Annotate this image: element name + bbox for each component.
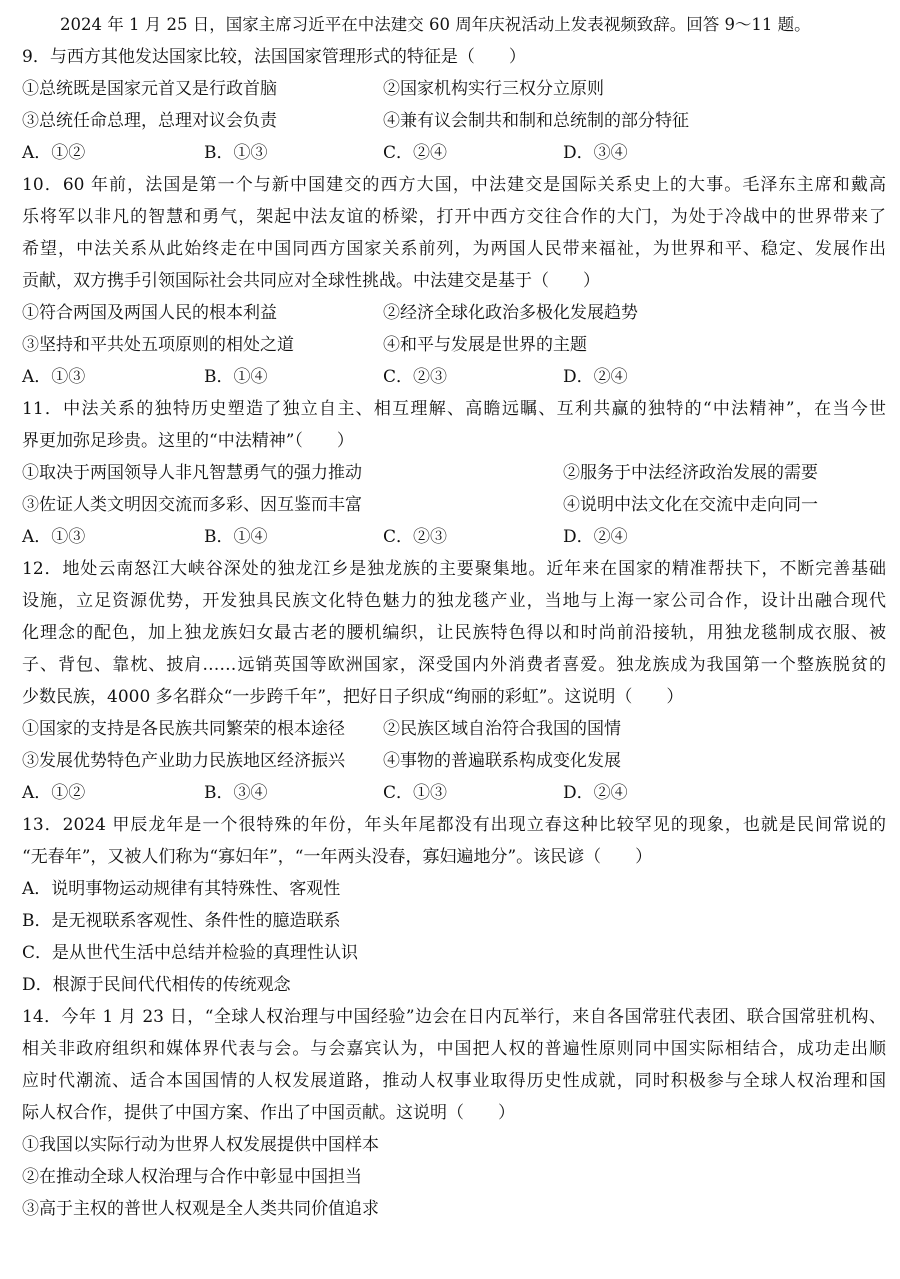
q12-line-5: 少数民族，4000 多名群众“一步跨千年”，把好日子织成“绚丽的彩虹”。这说明（ ） bbox=[22, 687, 684, 707]
q9-option-2: ②国家机构实行三权分立原则 bbox=[383, 79, 604, 99]
q12-choice-c: C．①③ bbox=[383, 783, 448, 803]
q13-choice-d: D．根源于民间代代相传的传统观念 bbox=[22, 975, 291, 995]
q11-option-4: ④说明中法文化在交流中走向同一 bbox=[563, 495, 818, 515]
q9-option-3: ③总统任命总理，总理对议会负责 bbox=[22, 111, 277, 131]
q13-line-1: 13．2024 甲辰龙年是一个很特殊的年份，年头年尾都没有出现立春这种比较罕见的现象，也就是民间常说的 bbox=[22, 815, 886, 835]
q13-line-2: “无春年”，又被人们称为“寡妇年”，“一年两头没春，寡妇遍地分”。该民谚（ ） bbox=[22, 847, 653, 867]
q11-option-3: ③佐证人类文明因交流而多彩、因互鉴而丰富 bbox=[22, 495, 362, 515]
q11-option-2: ②服务于中法经济政治发展的需要 bbox=[563, 463, 818, 483]
q10-choice-b: B．①④ bbox=[204, 367, 268, 387]
q9-choice-b: B．①③ bbox=[204, 143, 268, 163]
q10-choice-d: D．②④ bbox=[563, 367, 628, 387]
q10-choice-c: C．②③ bbox=[383, 367, 448, 387]
q13-choice-a: A．说明事物运动规律有其特殊性、客观性 bbox=[22, 879, 341, 899]
q9-option-1: ①总统既是国家元首又是行政首脑 bbox=[22, 79, 277, 99]
q12-line-3: 化理念的配色，加上独龙族妇女最古老的腰机编织，让民族特色得以和时尚前沿接轨，用独龙毯制成衣服、被 bbox=[22, 623, 886, 643]
q14-option-2: ②在推动全球人权治理与合作中彰显中国担当 bbox=[22, 1167, 362, 1187]
q14-line-1: 14．今年 1 月 23 日，“全球人权治理与中国经验”边会在日内瓦举行，来自各国常驻代表团、联合国常驻机构、 bbox=[22, 1007, 886, 1027]
intro-text: 2024 年 1 月 25 日，国家主席习近平在中法建交 60 周年庆祝活动上发表视频致辞。回答 9～11 题。 bbox=[60, 15, 811, 34]
q12-line-4: 子、背包、靠枕、披肩……远销英国等欧洲国家，深受国内外消费者喜爱。独龙族成为我国第一个整族脱贫的 bbox=[22, 655, 886, 675]
q11-line-1: 11．中法关系的独特历史塑造了独立自主、相互理解、高瞻远瞩、互利共赢的独特的“中法精神”，在当今世 bbox=[22, 399, 886, 419]
q11-option-1: ①取决于两国领导人非凡智慧勇气的强力推动 bbox=[22, 463, 362, 483]
q10-line-3: 希望，中法关系从此始终走在中国同西方国家关系前列，为两国人民带来福祉，为世界和平、稳定、发展作出 bbox=[22, 239, 886, 259]
q14-line-2: 相关非政府组织和媒体界代表与会。与会嘉宾认为，中国把人权的普遍性原则同中国实际相结合，成功走出顺 bbox=[22, 1039, 886, 1059]
q12-option-4: ④事物的普遍联系构成变化发展 bbox=[383, 751, 621, 771]
q10-choice-a: A．①③ bbox=[22, 367, 86, 387]
q10-option-1: ①符合两国及两国人民的根本利益 bbox=[22, 303, 277, 323]
q11-line-2: 界更加弥足珍贵。这里的“中法精神”（ ） bbox=[22, 431, 354, 451]
q9-option-4: ④兼有议会制共和制和总统制的部分特征 bbox=[383, 111, 689, 131]
q9-stem: 9．与西方其他发达国家比较，法国国家管理形式的特征是（ ） bbox=[22, 47, 526, 67]
q13-choice-b: B．是无视联系客观性、条件性的臆造联系 bbox=[22, 911, 341, 931]
q10-option-2: ②经济全球化政治多极化发展趋势 bbox=[383, 303, 638, 323]
q12-choice-a: A．①② bbox=[22, 783, 86, 803]
q9-choice-c: C．②④ bbox=[383, 143, 448, 163]
q10-line-2: 乐将军以非凡的智慧和勇气，架起中法友谊的桥梁，打开中西方交往合作的大门，为处于冷战中的世界带来了 bbox=[22, 207, 886, 227]
q12-line-1: 12．地处云南怒江大峡谷深处的独龙江乡是独龙族的主要聚集地。近年来在国家的精准帮扶下，不断完善基础 bbox=[22, 559, 886, 579]
q10-line-4: 贡献，双方携手引领国际社会共同应对全球性挑战。中法建交是基于（ ） bbox=[22, 271, 600, 291]
q11-choice-b: B．①④ bbox=[204, 527, 268, 547]
q12-option-2: ②民族区域自治符合我国的国情 bbox=[383, 719, 621, 739]
q14-line-4: 际人权合作，提供了中国方案、作出了中国贡献。这说明（ ） bbox=[22, 1103, 515, 1123]
q14-option-3: ③高于主权的普世人权观是全人类共同价值追求 bbox=[22, 1199, 379, 1219]
q13-choice-c: C．是从世代生活中总结并检验的真理性认识 bbox=[22, 943, 359, 963]
q10-option-3: ③坚持和平共处五项原则的相处之道 bbox=[22, 335, 294, 355]
q12-line-2: 设施，立足资源优势，开发独具民族文化特色魅力的独龙毯产业，当地与上海一家公司合作，设计出融合现代 bbox=[22, 591, 886, 611]
q11-choice-d: D．②④ bbox=[563, 527, 628, 547]
q12-choice-b: B．③④ bbox=[204, 783, 268, 803]
q14-line-3: 应时代潮流、适合本国国情的人权发展道路，推动人权事业取得历史性成就，同时积极参与全球人权治理和国 bbox=[22, 1071, 886, 1091]
q9-choice-d: D．③④ bbox=[563, 143, 628, 163]
q12-choice-d: D．②④ bbox=[563, 783, 628, 803]
q14-option-1: ①我国以实际行动为世界人权发展提供中国样本 bbox=[22, 1135, 379, 1155]
q12-option-1: ①国家的支持是各民族共同繁荣的根本途径 bbox=[22, 719, 345, 739]
q12-option-3: ③发展优势特色产业助力民族地区经济振兴 bbox=[22, 751, 345, 771]
q10-line-1: 10．60 年前，法国是第一个与新中国建交的西方大国，中法建交是国际关系史上的大事。毛泽东主席和戴高 bbox=[22, 175, 886, 195]
q10-option-4: ④和平与发展是世界的主题 bbox=[383, 335, 587, 355]
q11-choice-c: C．②③ bbox=[383, 527, 448, 547]
q11-choice-a: A．①③ bbox=[22, 527, 86, 547]
q9-choice-a: A．①② bbox=[22, 143, 86, 163]
